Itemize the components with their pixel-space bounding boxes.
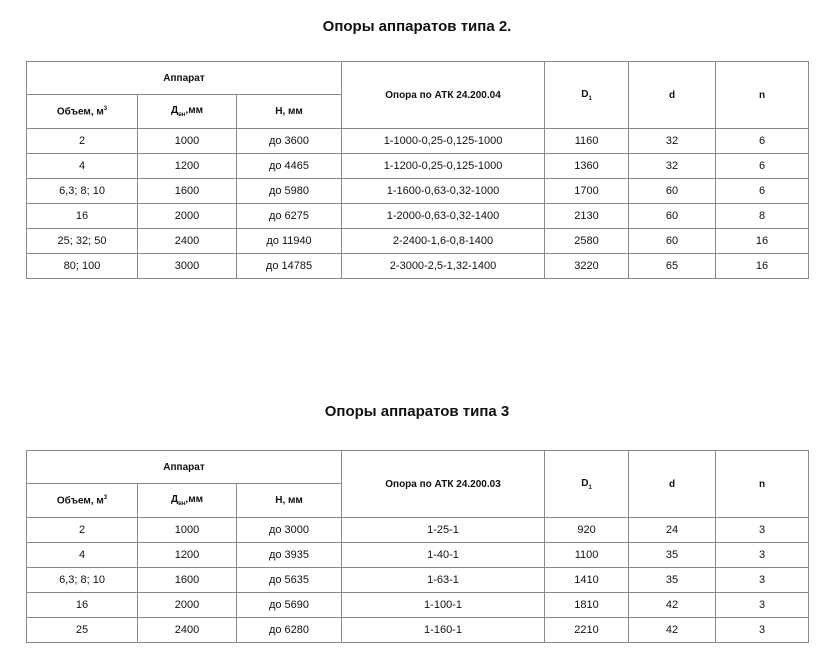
table-cell: 60 (629, 179, 716, 204)
table-cell: 2000 (138, 204, 237, 229)
table-cell: 3 (716, 518, 809, 543)
table-cell: 2 (27, 129, 138, 154)
table-cell: 6 (716, 179, 809, 204)
col-d: d (629, 62, 716, 129)
table-cell: 16 (716, 229, 809, 254)
group-header: Аппарат (27, 451, 342, 484)
table-cell: до 5635 (237, 568, 342, 593)
table-cell: 1-63-1 (342, 568, 545, 593)
table-cell: 6,3; 8; 10 (27, 179, 138, 204)
table2 (26, 450, 809, 643)
table-row (27, 618, 809, 643)
table-cell: 2580 (545, 229, 629, 254)
table-row (27, 129, 809, 154)
table-row (27, 543, 809, 568)
table-row (27, 154, 809, 179)
table-cell: 4 (27, 154, 138, 179)
table-row (27, 229, 809, 254)
table-cell: 1200 (138, 154, 237, 179)
table-row (27, 593, 809, 618)
table-cell: 1160 (545, 129, 629, 154)
table-cell: 32 (629, 154, 716, 179)
table-cell: до 3600 (237, 129, 342, 154)
table-cell: 1-1600-0,63-0,32-1000 (342, 179, 545, 204)
col-inner-diameter: $Д_{вн},мм$ (138, 95, 237, 129)
table-cell: 32 (629, 129, 716, 154)
table-cell: 1100 (545, 543, 629, 568)
table-row (27, 568, 809, 593)
table-cell: 1-100-1 (342, 593, 545, 618)
table-cell: 3220 (545, 254, 629, 279)
table-cell: 16 (27, 204, 138, 229)
table-cell: 6,3; 8; 10 (27, 568, 138, 593)
col-height: Н, мм (237, 95, 342, 129)
table-cell: 25; 32; 50 (27, 229, 138, 254)
col-height: Н, мм (237, 484, 342, 518)
table-row (27, 254, 809, 279)
table-cell: 2400 (138, 618, 237, 643)
table-cell: 1-25-1 (342, 518, 545, 543)
table-cell: 1000 (138, 129, 237, 154)
table-cell: 1-2000-0,63-0,32-1400 (342, 204, 545, 229)
table-cell: 25 (27, 618, 138, 643)
table-cell: до 6275 (237, 204, 342, 229)
table-cell: 1410 (545, 568, 629, 593)
table-cell: 2210 (545, 618, 629, 643)
table-cell: до 3935 (237, 543, 342, 568)
table-cell: до 3000 (237, 518, 342, 543)
table-cell: до 5690 (237, 593, 342, 618)
col-support: Опора по АТК 24.200.04 (342, 62, 545, 129)
col-support: Опора по АТК 24.200.03 (342, 451, 545, 518)
table-row (27, 179, 809, 204)
table-cell: 2000 (138, 593, 237, 618)
table-cell: 1-40-1 (342, 543, 545, 568)
table-cell: 920 (545, 518, 629, 543)
table-cell: 1-1000-0,25-0,125-1000 (342, 129, 545, 154)
col-volume: Объем, $м^3$ (27, 95, 138, 129)
table-cell: 1600 (138, 568, 237, 593)
col-volume: Объем, $м^3$ (27, 484, 138, 518)
table-cell: 42 (629, 593, 716, 618)
table-row (27, 518, 809, 543)
col-D1: $D_1$ (545, 451, 629, 518)
table-cell: 1360 (545, 154, 629, 179)
table-cell: 1600 (138, 179, 237, 204)
table-cell: 16 (27, 593, 138, 618)
table-cell: до 14785 (237, 254, 342, 279)
table-cell: 2-2400-1,6-0,8-1400 (342, 229, 545, 254)
table-cell: 65 (629, 254, 716, 279)
table-cell: 3 (716, 543, 809, 568)
col-inner-diameter: $Д_{вн},мм$ (138, 484, 237, 518)
col-n: n (716, 62, 809, 129)
table-cell: до 11940 (237, 229, 342, 254)
table-cell: 3 (716, 568, 809, 593)
table1 (26, 61, 809, 279)
group-header: Аппарат (27, 62, 342, 95)
table-cell: до 6280 (237, 618, 342, 643)
table-cell: 35 (629, 543, 716, 568)
table-cell: 35 (629, 568, 716, 593)
table-cell: 24 (629, 518, 716, 543)
table-cell: 2130 (545, 204, 629, 229)
table-cell: 16 (716, 254, 809, 279)
table-cell: 4 (27, 543, 138, 568)
table-cell: 3000 (138, 254, 237, 279)
table-cell: 2-3000-2,5-1,32-1400 (342, 254, 545, 279)
table-cell: 60 (629, 204, 716, 229)
table-cell: 80; 100 (27, 254, 138, 279)
table-cell: 8 (716, 204, 809, 229)
table-cell: 2 (27, 518, 138, 543)
table-cell: 1000 (138, 518, 237, 543)
col-d: d (629, 451, 716, 518)
table-cell: 1200 (138, 543, 237, 568)
table-cell: до 4465 (237, 154, 342, 179)
col-D1: $D_1$ (545, 62, 629, 129)
table-cell: 42 (629, 618, 716, 643)
table-row (27, 204, 809, 229)
table-cell: 3 (716, 618, 809, 643)
table-cell: 60 (629, 229, 716, 254)
col-n: n (716, 451, 809, 518)
table-cell: 2400 (138, 229, 237, 254)
table2-title: Опоры аппаратов типа 3 (324, 403, 510, 420)
table-cell: 1-160-1 (342, 618, 545, 643)
table-cell: 6 (716, 129, 809, 154)
table-cell: до 5980 (237, 179, 342, 204)
table-cell: 1700 (545, 179, 629, 204)
table-cell: 1-1200-0,25-0,125-1000 (342, 154, 545, 179)
table-cell: 3 (716, 593, 809, 618)
table-cell: 1810 (545, 593, 629, 618)
table-cell: 6 (716, 154, 809, 179)
table1-title: Опоры аппаратов типа 2. (322, 18, 512, 35)
